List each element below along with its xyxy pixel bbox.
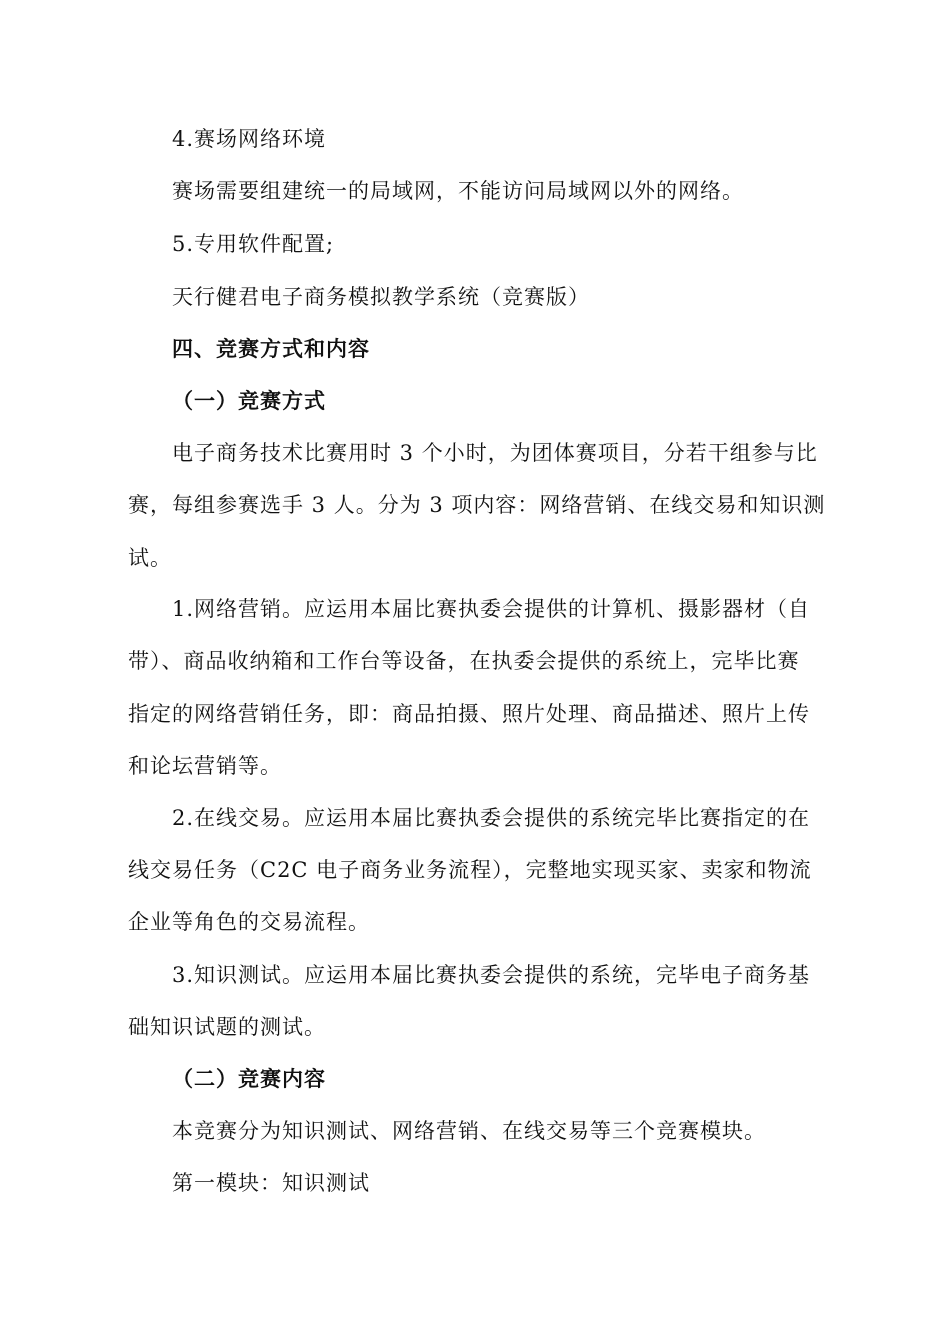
paragraph-line: 赛，每组参赛选手 3 人。分为 3 项内容：网络营销、在线交易和知识测 bbox=[128, 493, 826, 517]
chapter-heading: 四、竞赛方式和内容 bbox=[172, 336, 370, 361]
section-heading-software: 5.专用软件配置; bbox=[172, 232, 335, 256]
paragraph-line: 企业等角色的交易流程。 bbox=[128, 910, 370, 934]
paragraph-line: 础知识试题的测试。 bbox=[128, 1015, 326, 1039]
paragraph-line: 试。 bbox=[128, 546, 172, 570]
subsection-heading-method: （一）竞赛方式 bbox=[172, 388, 326, 413]
paragraph-line: 天行健君电子商务模拟教学系统（竞赛版） bbox=[172, 285, 590, 309]
module-heading: 第一模块：知识测试 bbox=[172, 1171, 370, 1195]
paragraph-line: 赛场需要组建统一的局域网，不能访问局域网以外的网络。 bbox=[172, 179, 744, 203]
paragraph-line: 电子商务技术比赛用时 3 个小时，为团体赛项目，分若干组参与比 bbox=[172, 441, 818, 465]
paragraph-line: 3.知识测试。应运用本届比赛执委会提供的系统，完毕电子商务基 bbox=[172, 963, 811, 987]
paragraph-line: 本竞赛分为知识测试、网络营销、在线交易等三个竞赛模块。 bbox=[172, 1119, 766, 1143]
subsection-heading-content: （二）竞赛内容 bbox=[172, 1066, 326, 1091]
paragraph-line: 和论坛营销等。 bbox=[128, 754, 282, 778]
section-heading-network: 4.赛场网络环境 bbox=[172, 127, 327, 151]
paragraph-line: 带）、商品收纳箱和工作台等设备，在执委会提供的系统上，完毕比赛 bbox=[128, 649, 800, 673]
paragraph-line: 1.网络营销。应运用本届比赛执委会提供的计算机、摄影器材（自 bbox=[172, 597, 811, 621]
paragraph-line: 指定的网络营销任务，即：商品拍摄、照片处理、商品描述、照片上传 bbox=[128, 702, 810, 726]
paragraph-line: 2.在线交易。应运用本届比赛执委会提供的系统完毕比赛指定的在 bbox=[172, 806, 811, 830]
paragraph-line: 线交易任务（C2C 电子商务业务流程），完整地实现买家、卖家和物流 bbox=[128, 858, 812, 882]
